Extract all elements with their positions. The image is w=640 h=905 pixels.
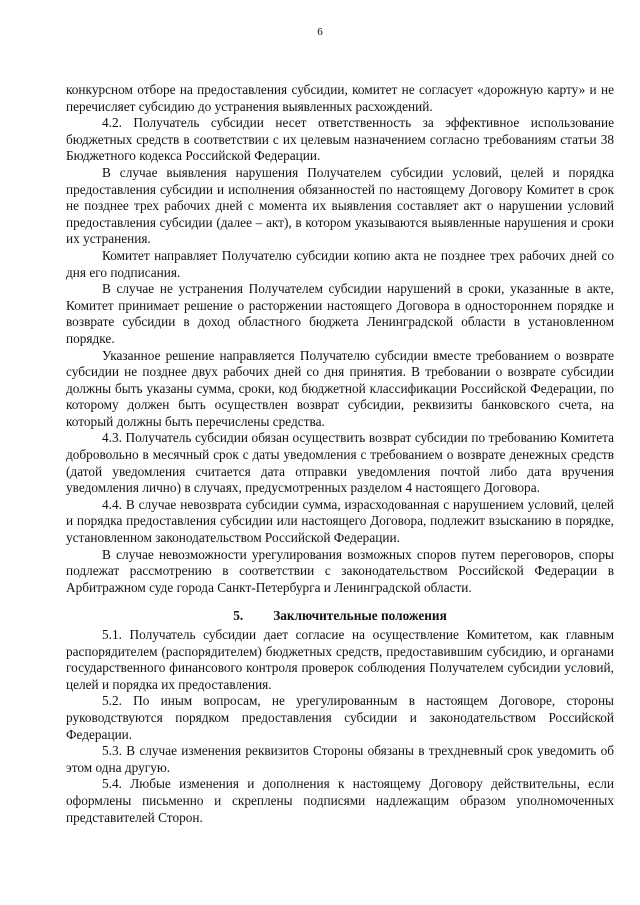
paragraph-decision: Указанное решение направляется Получателю субсидии вместе требованием о возврате субсидии не позднее двух рабочих дней со дня принятия. В требовании о возврате субсидии должны быть указаны сумма, сроки, код бюджетной классификации Российской Федерации, по которому должен быть осуществлен возврат субсидии, реквизиты банковского счета, на который должны быть перечислены средства. — [66, 347, 614, 429]
paragraph-not-fixed: В случае не устранения Получателем субсидии нарушений в сроки, указанные в акте, Комитет принимает решение о расторжении настоящего Договора в одностороннем порядке и возврате субсидии в доход областного бюджета Ленинградской области в установленном порядке. — [66, 281, 614, 346]
paragraph-5-4: 5.4. Любые изменения и дополнения к настоящему Договору действительны, если оформлены письменно и скреплены подписями надлежащим образом уполномоченных представителей Сторон. — [66, 776, 614, 825]
section-4-continuation — [66, 82, 614, 596]
paragraph-5-3: 5.3. В случае изменения реквизитов Стороны обязаны в трехдневный срок уведомить об этом одна другую. — [66, 743, 614, 775]
paragraph-violation: В случае выявления нарушения Получателем субсидии условий, целей и порядка предоставления субсидии и исполнения обязанностей по настоящему Договору Комитет в срок не позднее трех рабочих дней с момента их выявления составляет акт о нарушении условий предоставления субсидии (далее – акт), в котором указываются выявленные нарушения и сроки их устранения. — [66, 164, 614, 247]
paragraph-act-copy: Комитет направляет Получателю субсидии копию акта не позднее трех рабочих дней со дня его подписания. — [66, 247, 614, 280]
paragraph-4-4: 4.4. В случае невозврата субсидии сумма, израсходованная с нарушением условий, целей и порядка предоставления субсидии или настоящего Договора, подлежит взысканию в порядке, установленном законодательством Российской Федерации. — [66, 496, 614, 546]
paragraph-4-2: 4.2. Получатель субсидии несет ответственность за эффективное использование бюджетных средств в соответствии с их целевым назначением согласно требованиям статьи 38 Бюджетного кодекса Российской Федерации. — [66, 115, 614, 164]
section-5-body — [66, 627, 614, 826]
page-number: 6 — [317, 26, 323, 38]
paragraph-disputes: В случае невозможности урегулирования возможных споров путем переговоров, споры подлежат рассмотрению в соответствии с законодательством Российской Федерации в Арбитражном суде города Санкт-Петербурга и Ленинградской области. — [66, 546, 614, 595]
paragraph-5-1: 5.1. Получатель субсидии дает согласие на осуществление Комитетом, как главным распорядителем (распорядителем) бюджетных средств, предоставившим субсидию, и органами государственного финансового контроля проверок соблюдения Получателем субсидии условий, целей и порядка их предоставления. — [66, 627, 614, 692]
section-5-heading — [66, 608, 614, 625]
section-5-title: Заключительные положения — [273, 608, 447, 624]
paragraph-4-3: 4.3. Получатель субсидии обязан осуществить возврат субсидии по требованию Комитета добровольно в месячный срок с даты уведомления с требованием о возврате денежных средств (датой уведомления считается дата отправки уведомления почтой либо дата вручения уведомления лично) в случаях, предусмотренных разделом 4 настоящего Договора. — [66, 430, 614, 496]
document-body — [66, 82, 614, 826]
paragraph-5-2: 5.2. По иным вопросам, не урегулированным в настоящем Договоре, стороны руководствуются порядком предоставления субсидии и законодательством Российской Федерации. — [66, 693, 614, 742]
section-5-number: 5. — [233, 608, 244, 624]
paragraph-cont: конкурсном отборе на предоставления субсидии, комитет не согласует «дорожную карту» и не перечисляет субсидию до устранения выявленных расхождений. — [66, 82, 614, 114]
